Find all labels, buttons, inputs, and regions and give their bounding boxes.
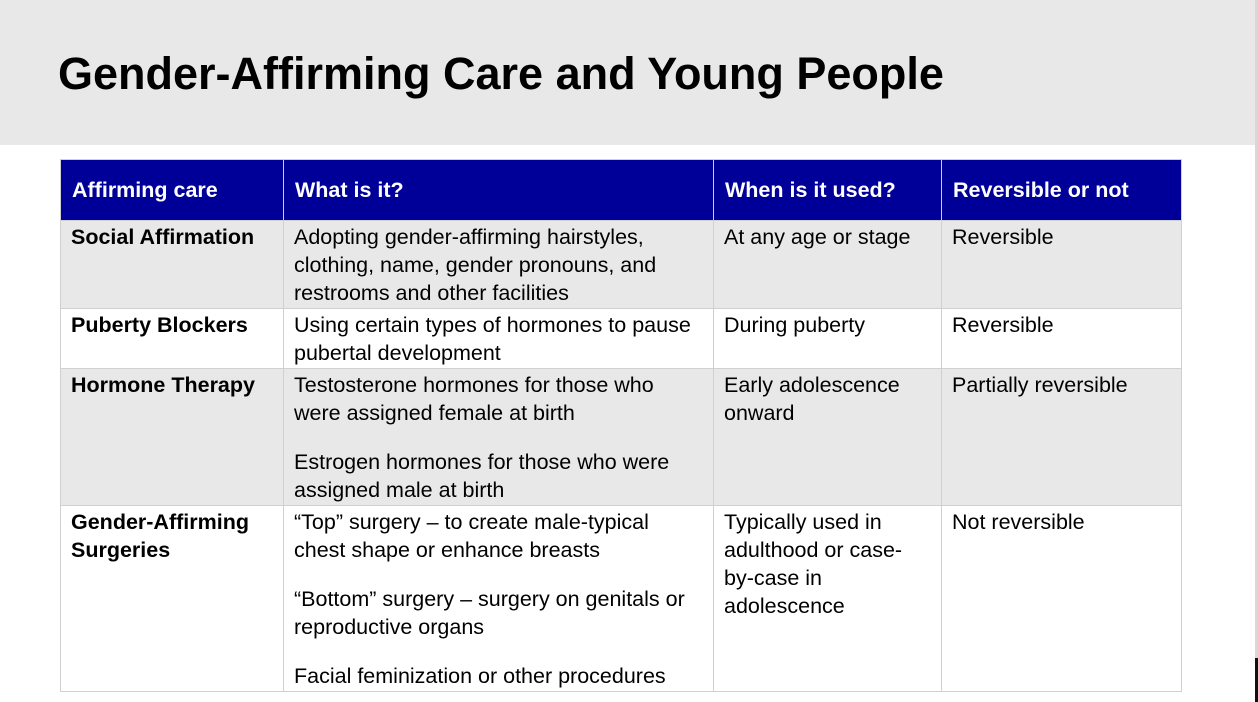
table-row — [61, 221, 1182, 309]
header-reversible: Reversible or not — [942, 160, 1182, 221]
table-row — [61, 309, 1182, 369]
reversible-cell: Reversible — [942, 309, 1182, 369]
when-used-cell: At any age or stage — [714, 221, 942, 309]
when-used-cell: Early adolescence onward — [714, 369, 942, 506]
description-text: Adopting gender-affirming hairstyles, clothing, name, gender pronouns, and restrooms and other facilities — [294, 225, 657, 305]
description-text: Using certain types of hormones to pause pubertal development — [294, 313, 691, 365]
description-text: Testosterone hormones for those who were assigned female at birth — [294, 373, 654, 425]
when-used-cell: Typically used in adulthood or case-by-case in adolescence — [714, 506, 942, 692]
what-is-it-cell — [284, 506, 714, 692]
description-text: “Bottom” surgery – surgery on genitals or reproductive organs — [294, 587, 685, 639]
table-row — [61, 369, 1182, 506]
description-text: “Top” surgery – to create male-typical chest shape or enhance breasts — [294, 510, 649, 562]
reversible-cell: Not reversible — [942, 506, 1182, 692]
what-is-it-cell — [284, 309, 714, 369]
header-affirming-care: Affirming care — [61, 160, 284, 221]
care-name-cell: Social Affirmation — [61, 221, 284, 309]
care-name-cell: Puberty Blockers — [61, 309, 284, 369]
table-row — [61, 506, 1182, 692]
what-is-it-cell — [284, 369, 714, 506]
description-text: Estrogen hormones for those who were assigned male at birth — [294, 450, 670, 502]
header-when-used: When is it used? — [714, 160, 942, 221]
when-used-cell: During puberty — [714, 309, 942, 369]
description-text: Facial feminization or other procedures — [294, 664, 666, 688]
slide-title: Gender-Affirming Care and Young People — [58, 48, 944, 99]
reversible-cell: Reversible — [942, 221, 1182, 309]
table-header-row — [61, 160, 1182, 221]
affirming-care-table — [60, 159, 1182, 692]
care-name-cell: Gender-Affirming Surgeries — [61, 506, 284, 692]
what-is-it-cell — [284, 221, 714, 309]
reversible-cell: Partially reversible — [942, 369, 1182, 506]
care-name-cell: Hormone Therapy — [61, 369, 284, 506]
header-what-is-it: What is it? — [284, 160, 714, 221]
